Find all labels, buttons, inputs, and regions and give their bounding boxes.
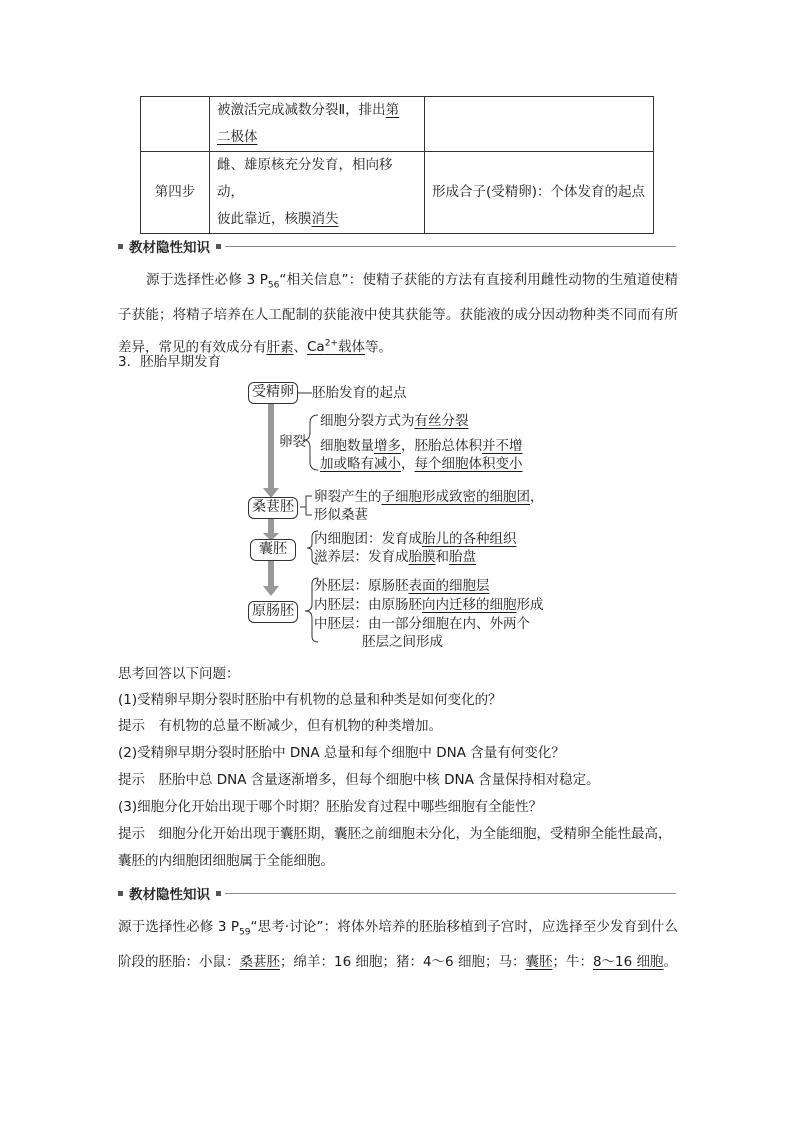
table-cell-step: 第四步: [141, 152, 210, 234]
answer-2: 提示 胚胎中总 DNA 含量逐渐增多，但每个细胞中核 DNA 含量保持相对稳定。: [118, 772, 600, 788]
arrow-head: [263, 586, 279, 596]
answer-3-line-2: 囊胚的内细胞团细胞属于全能细胞。: [118, 853, 334, 869]
question-3: (3)细胞分化开始出现于哪个时期？胚胎发育过程中哪些细胞有全能性？: [118, 799, 543, 815]
cell-text: 雌、雄原核充分发育，相向移动，: [217, 157, 393, 200]
section1-paragraph: 源于选择性必修 3 $P_{56}“$相关信息”：使精子获能的方法有直接利用雌性动物的生殖道使精子获能；将精子培养在人工配制的获能液中使其获能等。获能液的成分因动物种类不同而有所差异，常见的有效成分有肝素、$Ca^{2+}$载体等。: [118, 272, 678, 356]
stage-box-gastrula: 原肠胚: [248, 601, 298, 623]
gastrula-point-3: 中胚层：由一部分细胞在内、外两个: [314, 616, 530, 632]
table-cell-result: 形成合子(受精卵)：个体发育的起点: [425, 152, 654, 234]
stage-box-zygote: 受精卵: [248, 382, 298, 404]
subheading: 3．胚胎早期发育: [118, 354, 222, 370]
questions-intro: 思考回答以下问题：: [118, 666, 240, 682]
blastocyst-point-2: 滋养层：发育成胎膜和胎盘: [314, 549, 476, 565]
cell-text: 彼此靠近，核膜: [217, 211, 312, 227]
square-bullet-icon: [118, 891, 123, 896]
cell-underlined-text: 二极体: [217, 129, 258, 145]
morula-point-2: 形似桑葚: [314, 507, 368, 523]
answer-1: 提示 有机物的总量不断减少，但有机物的种类增加。: [118, 718, 442, 734]
stage-label-cleavage: 卵裂: [279, 434, 306, 450]
arrow-stem: [268, 404, 274, 490]
gastrula-point-4: 胚层之间形成: [362, 634, 443, 650]
gastrula-point-1: 外胚层：原肠胚表面的细胞层: [314, 578, 490, 594]
cleavage-point-1: 细胞分裂方式为有丝分裂: [320, 413, 469, 429]
cell-underlined-text: 消失: [311, 211, 339, 227]
gastrula-point-2: 内胚层：由原肠胚向内迁移的细胞形成: [314, 597, 544, 613]
divider-line: [225, 893, 676, 894]
cleavage-point-3: 加或略有减小，每个细胞体积变小: [320, 456, 523, 472]
morula-point-1: 卵裂产生的子细胞形成致密的细胞团，: [314, 489, 544, 505]
cell-underlined-text: 第: [385, 102, 400, 118]
answer-3-line-1: 提示 细胞分化开始出现于囊胚期，囊胚之前细胞未分化，为全能细胞，受精卵全能性最高，: [118, 826, 672, 842]
zygote-description: 胚胎发育的起点: [312, 385, 407, 401]
section-title: 教材隐性知识: [129, 240, 210, 256]
question-1: (1)受精卵早期分裂时胚胎中有机物的总量和种类是如何变化的？: [118, 692, 502, 708]
brace: [300, 496, 312, 515]
section2-paragraph: 源于选择性必修 3 $P_{59}“$思考·讨论”：将体外培养的胚胎移植到子宫时，应选择至少发育到什么阶段的胚胎：小鼠：桑葚胚；绵羊：16 细胞；猪：4～6 细胞；马：囊胚；牛：8～16 细胞。: [118, 919, 679, 970]
stage-box-blastocyst: 囊胚: [250, 539, 296, 561]
question-2: (2)受精卵早期分裂时胚胎中 DNA 总量和每个细胞中 DNA 含量有何变化？: [118, 745, 565, 761]
square-bullet-icon: [216, 891, 221, 896]
brace: [304, 415, 318, 470]
stage-box-morula: 桑葚胚: [248, 497, 298, 519]
section-title: 教材隐性知识: [129, 887, 210, 903]
cleavage-point-2: 细胞数量增多，胚胎总体积并不增: [320, 438, 523, 454]
section-header: [118, 884, 676, 902]
arrow-stem: [268, 517, 274, 535]
blastocyst-point-1: 内细胞团：发育成胎儿的各种组织: [314, 531, 517, 547]
cell-text: 被激活完成减数分裂Ⅱ，排出: [217, 102, 386, 118]
arrow-stem: [268, 560, 274, 588]
